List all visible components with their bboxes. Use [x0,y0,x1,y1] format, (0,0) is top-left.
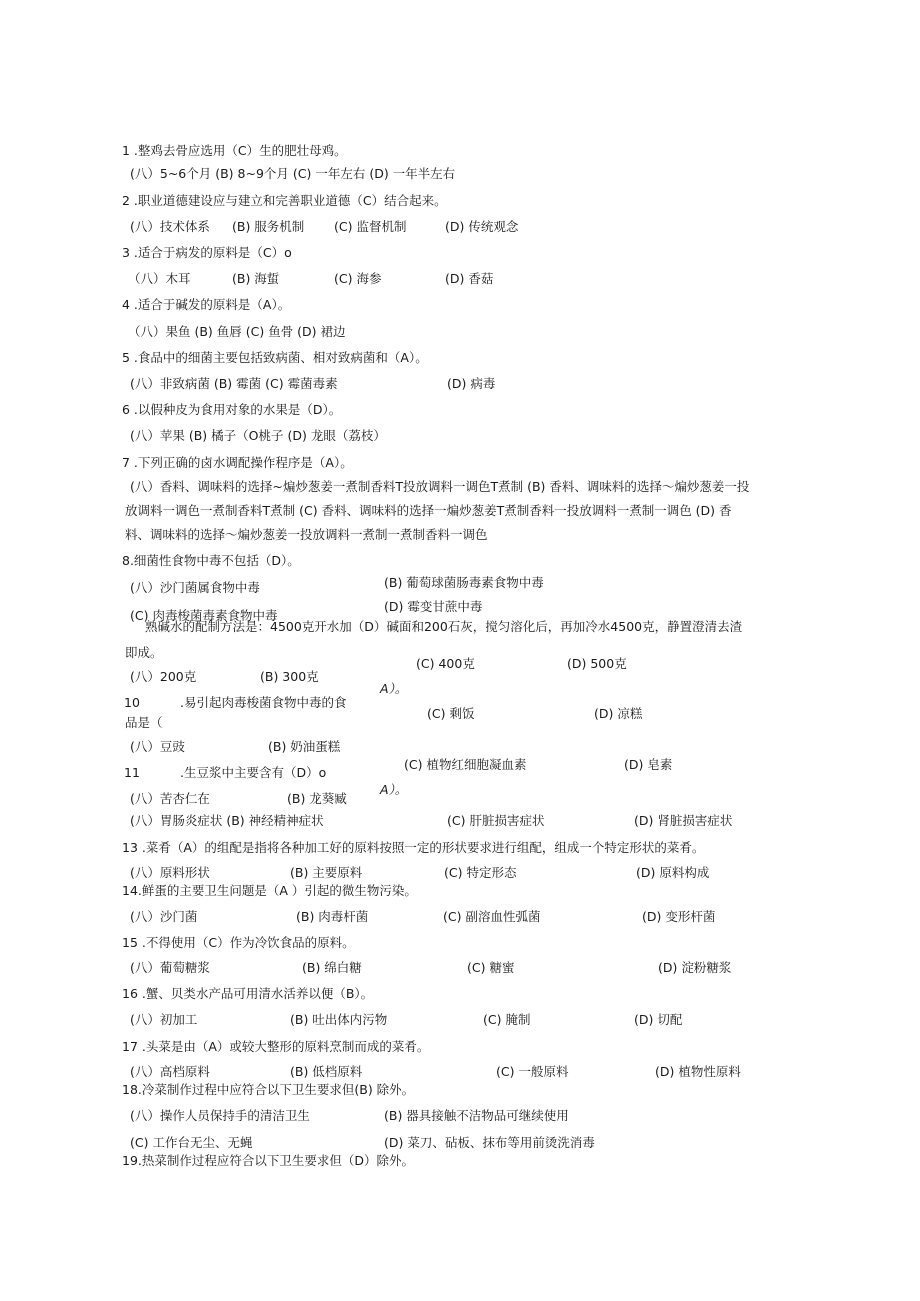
text-line: 2 .职业道德建设应与建立和完善职业道德（C）结合起来。 [122,193,447,208]
text-line: (八）葡萄糖浆 [130,960,210,975]
text-line: (B) 吐出体内污物 [290,1012,388,1027]
text-line: (八）非致病菌 (B) 霉菌 (C) 霉菌毒素 [130,376,338,391]
text-line: (C) 糖蜜 [467,960,515,975]
text-line: (八）技术体系 [130,219,210,234]
text-line: (D) 凉糕 [594,706,643,721]
text-line: (C) 腌制 [483,1012,531,1027]
text-line: A）。 [380,782,408,797]
text-line: 5 .食品中的细菌主要包括致病菌、相对致病菌和（A）。 [122,350,428,365]
text-line: 7 .下列正确的卤水调配操作程序是（A）。 [122,455,353,470]
text-line: (八）沙门菌 [130,909,198,924]
text-line: 4 .适合于碱发的原料是（A）。 [122,297,291,312]
text-line: 14.鲜蛋的主要卫生问题是（A ）引起的微生物污染。 [122,883,417,898]
text-line: 11 [124,765,140,780]
text-line: 放调料一调色一煮制香料T煮制 (C) 香料、调味料的选择一煸炒葱姜T煮制香料一投放调料一煮制一调色 (D) 香 [125,503,732,518]
text-line: (D) 变形杆菌 [642,909,716,924]
text-line: .易引起肉毒梭菌食物中毒的食 [180,695,347,710]
text-line: (D) 霉变甘蔗中毒 [384,599,483,614]
text-line: (八）200克 [130,669,197,684]
text-line: (八）香料、调味料的选择~煸炒葱姜一煮制香料T投放调料一调色T煮制 (B) 香料、调味料的选择～煸炒葱姜一投 [130,479,750,494]
text-line: (C) 副溶血性弧菌 [443,909,541,924]
text-line: (B) 肉毒杆菌 [296,909,369,924]
text-line: (B) 葡萄球菌肠毒素食物中毒 [384,575,544,590]
text-line: (C) 一般原料 [496,1064,569,1079]
text-line: (B) 绵白糖 [302,960,362,975]
text-line: 10 [124,695,140,710]
text-line: (C) 监督机制 [334,219,407,234]
text-line: 品是（ [125,715,163,730]
text-line: (八）豆豉 [130,739,185,754]
text-line: (D) 淀粉糖浆 [658,960,732,975]
text-line: A）。 [380,681,408,696]
text-line: (D) 病毒 [447,376,496,391]
text-line: (C) 肉毒梭菌毒素食物中毒 [130,608,278,623]
text-line: 料、调味料的选择～煸炒葱姜一投放调料一煮制一煮制香料一调色 [125,527,488,542]
text-line: (D) 肾脏损害症状 [634,813,733,828]
text-line: (C) 植物红细胞凝血素 [404,757,527,772]
text-line: (B) 器具接触不洁物品可继续使用 [384,1108,569,1123]
text-line: (八）5~6个月 (B) 8~9个月 (C) 一年左右 (D) 一年半左右 [130,166,456,181]
text-line: (B) 奶油蛋糕 [268,739,341,754]
text-line: (C) 特定形态 [444,865,517,880]
text-line: (八）高档原料 [130,1064,210,1079]
text-line: (C) 400克 [416,656,475,671]
text-line: (C) 工作台无尘、无蝇 [130,1135,253,1150]
text-line: 19.热菜制作过程应符合以下卫生要求但（D）除外。 [122,1153,415,1168]
text-line: (B) 300克 [260,669,319,684]
text-line: .生豆浆中主要含有（D）o [180,765,327,780]
text-line: (D) 原料构成 [636,865,710,880]
text-line: 熟碱水的配制方法是：4500克开水加（D）碱面和200石灰，搅匀溶化后，再加冷水4500克，静置澄清去渣 [145,619,743,634]
text-line: （八）果鱼 (B) 鱼唇 (C) 鱼骨 (D) 裙边 [128,324,346,339]
text-line: 8.细菌性食物中毒不包括（D）。 [122,553,300,568]
text-line: (B) 低档原料 [290,1064,363,1079]
text-line: (B) 服务机制 [232,219,305,234]
text-line: (八）操作人员保持手的清洁卫生 [130,1108,310,1123]
text-line: (D) 植物性原料 [655,1064,741,1079]
text-line: (八）初加工 [130,1012,198,1027]
text-line: 6 .以假种皮为食用对象的水果是（D）。 [122,402,342,417]
text-line: (B) 龙葵臧 [287,791,347,806]
text-line: （八）木耳 [128,271,191,286]
text-line: (D) 皂素 [624,757,673,772]
text-line: (八）原料形状 [130,865,210,880]
text-line: 1 .整鸡去骨应选用（C）生的肥壮母鸡。 [122,143,347,158]
text-line: 18.冷菜制作过程中应符合以下卫生要求但(B) 除外。 [122,1082,415,1097]
text-line: (C) 剩饭 [427,706,475,721]
text-line: 13 .菜肴（A）的组配是指将各种加工好的原料按照一定的形状要求进行组配，组成一个特定形状的菜肴。 [122,840,705,855]
text-line: (八）胃肠炎症状 (B) 神经精神症状 [130,813,324,828]
text-line: (D) 切配 [634,1012,683,1027]
text-line: 3 .适合于病发的原料是（C）o [122,245,292,260]
text-line: (D) 传统观念 [445,219,519,234]
text-line: (C) 海参 [334,271,382,286]
text-line: (八）苹果 (B) 橘子（O桃子 (D) 龙眼（荔枝） [130,428,386,443]
text-line: (B) 主要原料 [290,865,363,880]
text-line: (八）沙门菌属食物中毒 [130,580,260,595]
text-line: (八）苦杏仁在 [130,791,210,806]
text-line: 15 .不得使用（C）作为冷饮食品的原料。 [122,935,355,950]
text-line: (D) 香菇 [445,271,494,286]
text-line: (D) 500克 [567,656,627,671]
text-line: 即成。 [125,645,163,660]
text-line: 17 .头菜是由（A）或较大整形的原料烹制而成的菜肴。 [122,1039,430,1054]
text-line: (C) 肝脏损害症状 [447,813,545,828]
text-line: 16 .蟹、贝类水产品可用清水活养以便（B）。 [122,986,374,1001]
text-line: (B) 海蜇 [232,271,280,286]
text-line: (D) 菜刀、砧板、抹布等用前烫洗消毒 [384,1135,595,1150]
